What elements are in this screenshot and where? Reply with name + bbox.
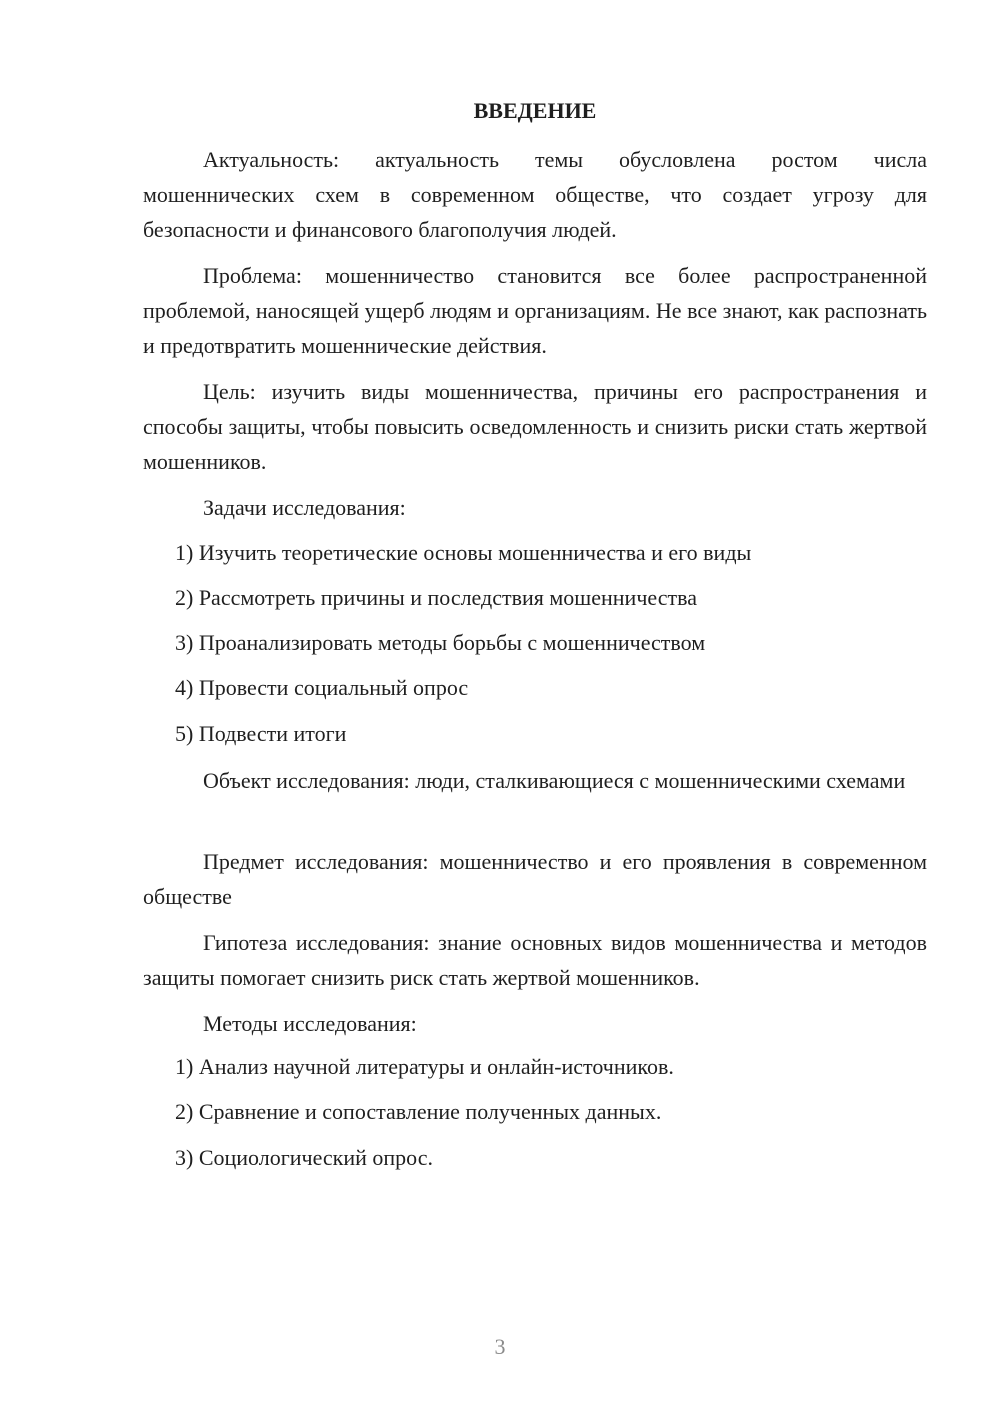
method-item: 1) Анализ научной литературы и онлайн-источников. <box>175 1054 674 1079</box>
goal-paragraph: Цель: изучить виды мошенничества, причины его распространения и способы защиты, чтобы повысить осведомленность и снизить риски стать жертвой мошенников. <box>143 379 927 474</box>
subject-paragraph: Предмет исследования: мошенничество и его проявления в современном обществе <box>143 849 927 909</box>
object-paragraph: Объект исследования: люди, сталкивающиеся с мошенническими схемами <box>203 768 906 793</box>
task-item: 2) Рассмотреть причины и последствия мошенничества <box>175 585 697 610</box>
tasks-title: Задачи исследования: <box>203 495 406 520</box>
section-heading: ВВЕДЕНИЕ <box>473 98 597 123</box>
task-item: 1) Изучить теоретические основы мошенничества и его виды <box>175 540 752 565</box>
methods-title: Методы исследования: <box>203 1011 417 1036</box>
task-item: 3) Проанализировать методы борьбы с мошенничеством <box>175 630 706 655</box>
task-item: 4) Провести социальный опрос <box>175 675 469 700</box>
problem-paragraph: Проблема: мошенничество становится все более распространенной проблемой, наносящей ущерб людям и организациям. Не все знают, как распознать и предотвратить мошеннические действия. <box>143 263 927 358</box>
relevance-paragraph: Актуальность: актуальность темы обусловлена ростом числа мошеннических схем в современном обществе, что создает угрозу для безопасности и финансового благополучия людей. <box>143 147 927 242</box>
task-item: 5) Подвести итоги <box>175 721 347 746</box>
method-item: 2) Сравнение и сопоставление полученных данных. <box>175 1099 662 1124</box>
method-item: 3) Социологический опрос. <box>175 1145 433 1170</box>
hypothesis-paragraph: Гипотеза исследования: знание основных видов мошенничества и методов защиты помогает снизить риск стать жертвой мошенников. <box>143 930 927 990</box>
page-number: 3 <box>494 1334 506 1359</box>
